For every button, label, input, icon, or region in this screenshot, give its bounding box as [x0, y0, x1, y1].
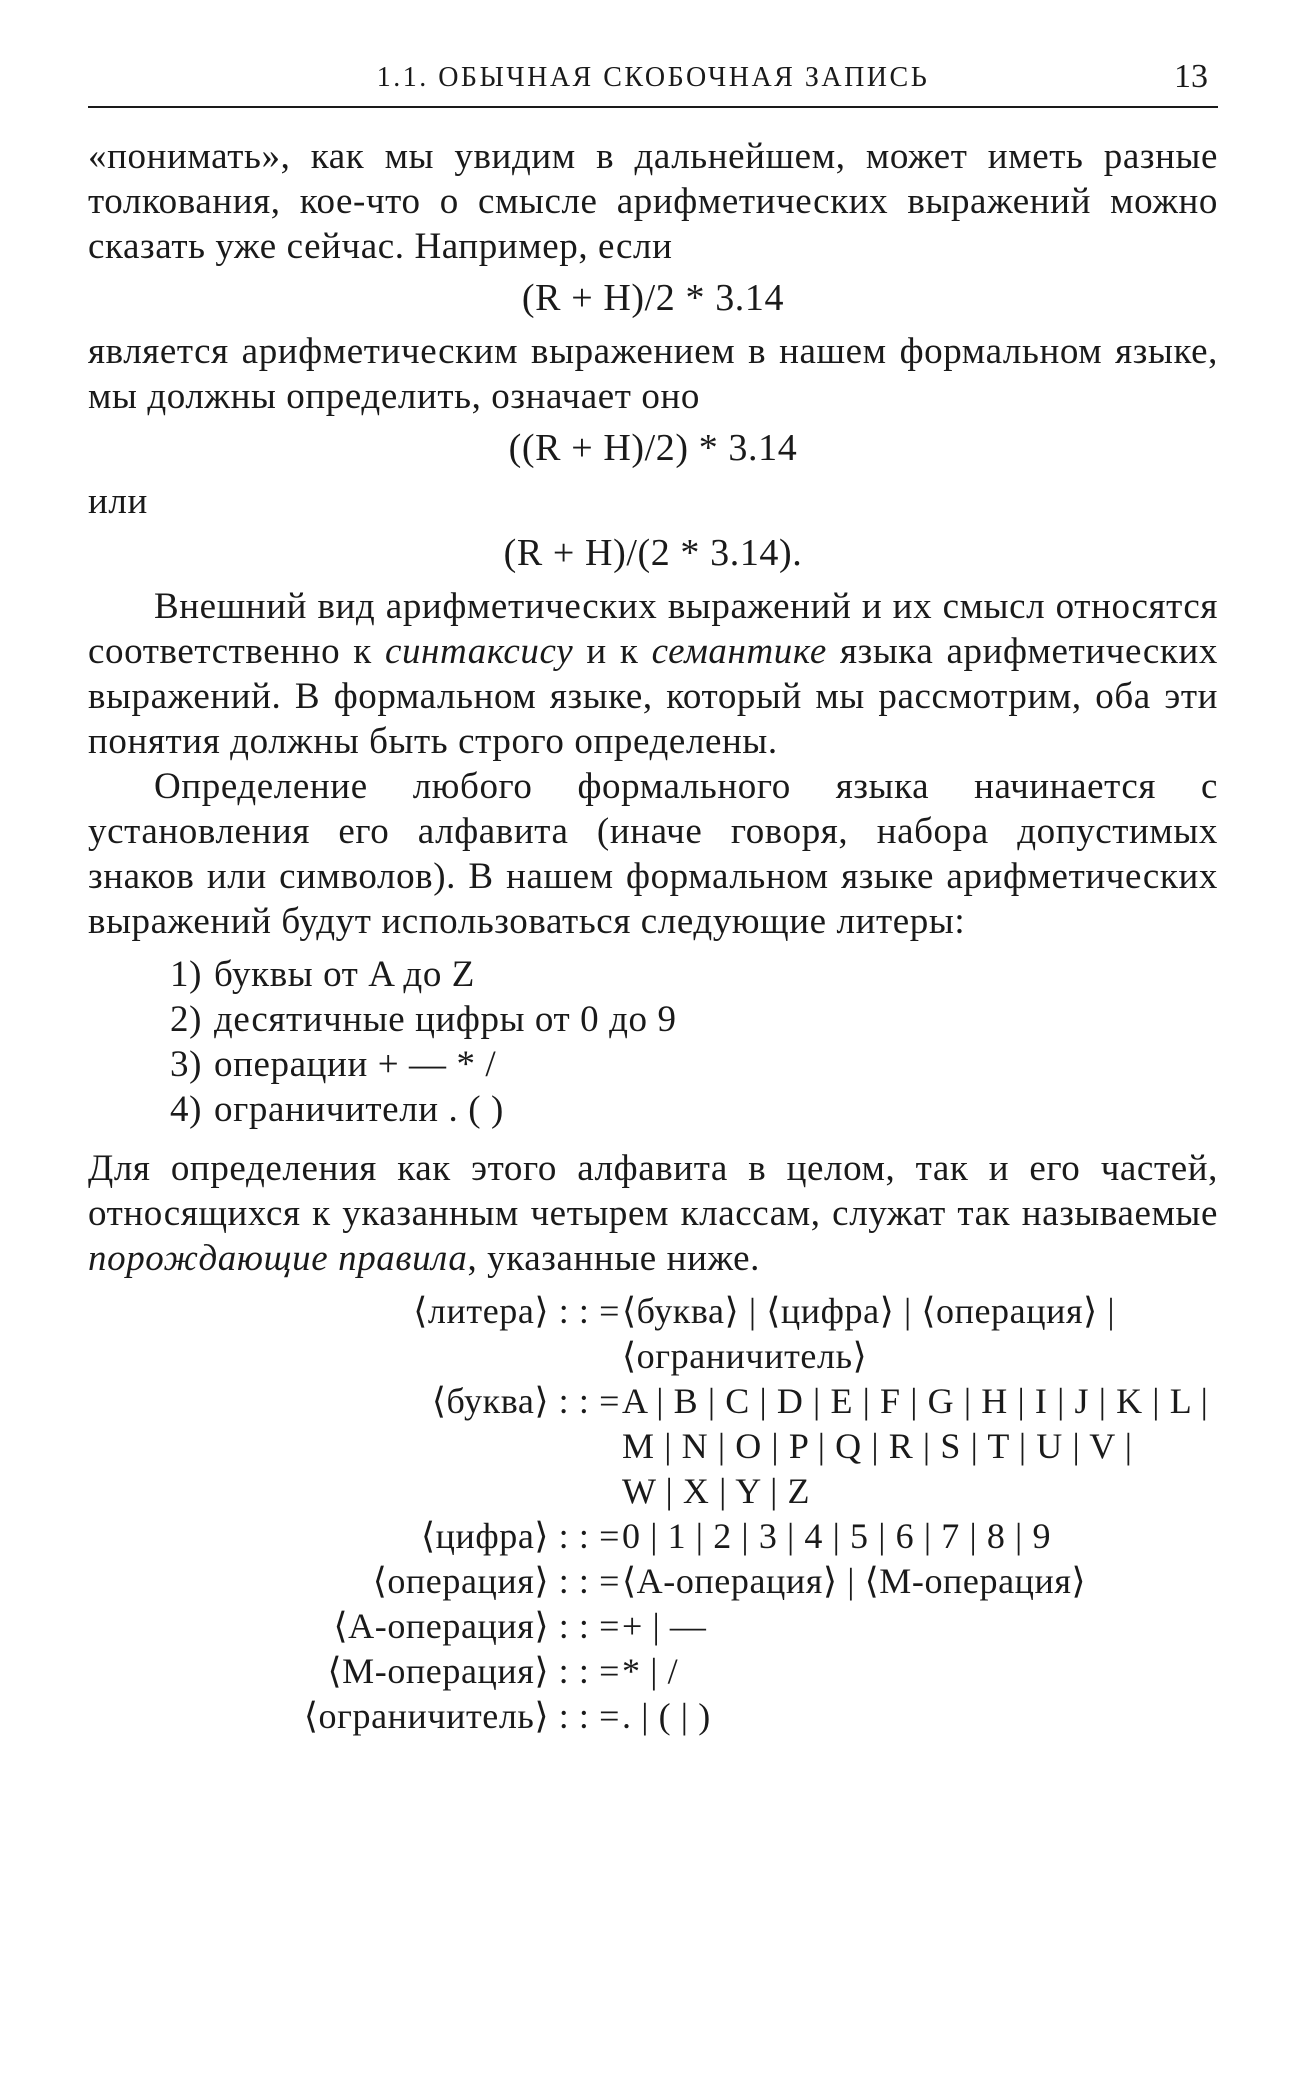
rule-continuation: M | N | O | P | Q | R | S | T | U | V |	[622, 1426, 1133, 1466]
list-item	[148, 997, 1218, 1042]
paragraph-6-part-a: Для определения как этого алфавита в целом, так и его частей, относящихся к указанным четырем классам, служат так называемые	[88, 1148, 1218, 1234]
page-body	[88, 134, 1218, 1739]
grammar-rule-delimiter	[88, 1694, 1218, 1739]
rule-lhs: ⟨литера⟩ : : =	[413, 1291, 620, 1331]
term-production-rules: порождающие правила	[88, 1238, 468, 1279]
rule-rhs: * | /	[622, 1651, 679, 1691]
running-head	[88, 60, 1218, 108]
formula-1: (R + H)/2 * 3.14	[521, 277, 785, 319]
rule-lhs: ⟨ограничитель⟩ : : =	[303, 1696, 620, 1736]
paragraph-4-part-a: Внешний вид арифметических выражений и их смысл относятся соответственно к	[88, 586, 1218, 672]
rule-rhs: + | —	[622, 1606, 707, 1646]
list-item-number: 2)	[169, 999, 202, 1040]
paragraph-1: «понимать», как мы увидим в дальнейшем, может иметь разные толкования, кое-что о смысле арифметических выражений можно сказать уже сейчас. Например, если	[88, 136, 1218, 267]
list-item-number: 1)	[169, 954, 202, 995]
list-item-text: операции + — * /	[214, 1044, 497, 1085]
formula-3: (R + H)/(2 * 3.14).	[503, 532, 803, 574]
symbol-class-list	[148, 952, 1218, 1132]
rule-lhs: ⟨операция⟩ : : =	[372, 1561, 620, 1601]
term-syntax: синтаксису	[384, 631, 574, 672]
rule-continuation: W | X | Y | Z	[622, 1471, 811, 1511]
grammar-rule-operation	[88, 1559, 1218, 1604]
grammar-rule-m-operation	[88, 1649, 1218, 1694]
rule-rhs: ⟨буква⟩ | ⟨цифра⟩ | ⟨операция⟩ |	[622, 1291, 1116, 1331]
rule-rhs: A | B | C | D | E | F | G | H | I | J | K | L |	[622, 1381, 1209, 1421]
paragraph-2: является арифметическим выражением в нашем формальном языке, мы должны определить, означает оно	[88, 331, 1218, 417]
grammar-rule-letter	[88, 1379, 1218, 1424]
grammar-rule-letter-symbol	[88, 1289, 1218, 1334]
paragraph-3: или	[88, 481, 148, 522]
list-item-text: ограничители . ( )	[214, 1089, 504, 1130]
rule-lhs: ⟨A-операция⟩ : : =	[333, 1606, 620, 1646]
paragraph-syntax-semantics	[88, 584, 1218, 764]
running-title: 1.1. ОБЫЧНАЯ СКОБОЧНАЯ ЗАПИСЬ	[376, 62, 930, 93]
grammar-rules	[88, 1289, 1218, 1739]
list-item-number: 3)	[169, 1044, 202, 1085]
page-number: 13	[1174, 58, 1208, 95]
list-item-text: десятичные цифры от 0 до 9	[214, 999, 677, 1040]
list-item-text: буквы от A до Z	[214, 954, 476, 995]
rule-lhs: ⟨цифра⟩ : : =	[420, 1516, 620, 1556]
rule-lhs: ⟨M-операция⟩ : : =	[327, 1651, 620, 1691]
list-item	[148, 1087, 1218, 1132]
rule-rhs: 0 | 1 | 2 | 3 | 4 | 5 | 6 | 7 | 8 | 9	[622, 1516, 1052, 1556]
rule-rhs: . | ( | )	[622, 1696, 711, 1736]
grammar-rule-digit	[88, 1514, 1218, 1559]
list-item	[148, 1042, 1218, 1087]
grammar-rule-a-operation	[88, 1604, 1218, 1649]
rule-continuation: ⟨ограничитель⟩	[622, 1336, 868, 1376]
paragraph-4-part-b: и к	[573, 631, 652, 672]
rule-rhs: ⟨A-операция⟩ | ⟨M-операция⟩	[622, 1561, 1087, 1601]
paragraph-alphabet: Определение любого формального языка начинается с установления его алфавита (иначе говоря, набора допустимых знаков или символов). В нашем формальном языке арифметических выражений будут использоваться следующие литеры:	[88, 766, 1218, 942]
paragraph-6-part-b: , указанные ниже.	[467, 1238, 761, 1279]
book-page	[88, 60, 1218, 1739]
formula-2: ((R + H)/2) * 3.14	[508, 427, 798, 469]
paragraph-production-rules	[88, 1146, 1218, 1281]
list-item	[148, 952, 1218, 997]
paragraph-4-part-c: языка арифметических выражений. В формальном языке, который мы рассмотрим, оба эти понятия должны быть строго определены.	[88, 631, 1218, 762]
rule-lhs: ⟨буква⟩ : : =	[431, 1381, 620, 1421]
term-semantics: семантике	[651, 631, 827, 672]
list-item-number: 4)	[169, 1089, 202, 1130]
